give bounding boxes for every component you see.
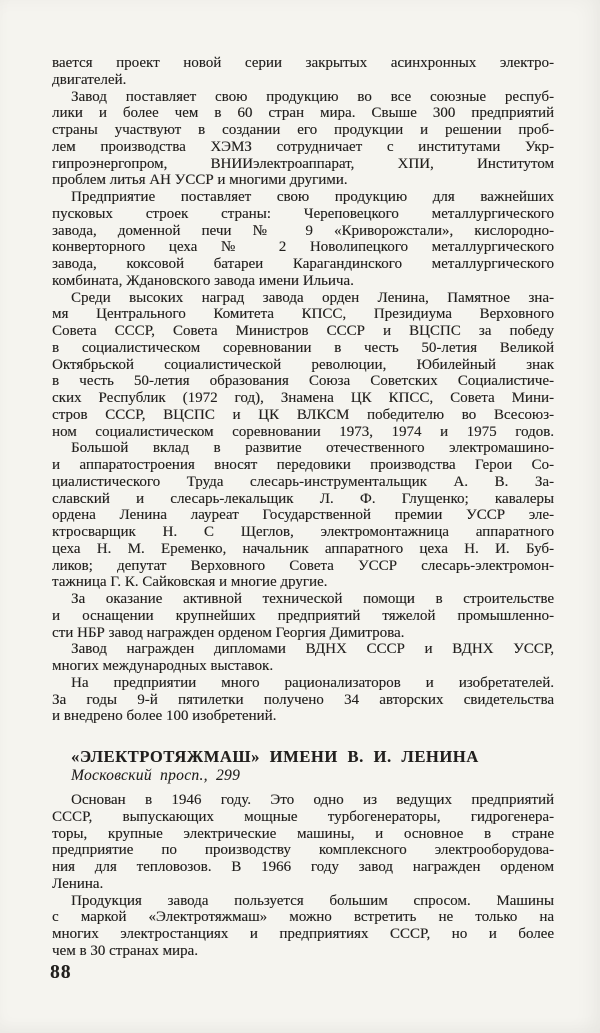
text-line: двигателей. xyxy=(52,71,127,88)
text-line: стров СССР, ВЦСПС и ЦК ВЛКСМ победителю во Всесоюз- xyxy=(52,406,554,423)
paragraph xyxy=(52,290,554,441)
text-line: ликов; депутат Верховного Совета УССР слесарь-электромон- xyxy=(52,557,554,574)
text-line: Среди высоких наград завода орден Ленина, Памятное зна- xyxy=(71,289,554,306)
paragraph xyxy=(52,55,554,89)
text-line: ордена Ленина лауреат Государственной премии УССР эле- xyxy=(52,507,554,524)
text-line: За оказание активной технической помощи в строительстве xyxy=(71,591,554,607)
text-line: многих международных выставок. xyxy=(52,658,274,674)
paragraph xyxy=(52,792,554,893)
paragraph xyxy=(52,893,554,960)
paragraph xyxy=(52,89,554,190)
section-heading: «ЭЛЕКТРОТЯЖМАШ» ИМЕНИ В. И. ЛЕНИНА xyxy=(71,747,479,766)
text-line: торы, крупные электрические машины, и основное в стране xyxy=(52,825,554,842)
paragraph xyxy=(52,189,554,290)
text-line: гипроэнергопром, ВНИИэлектроаппарат, ХПИ, Институтом xyxy=(52,155,554,172)
paragraph xyxy=(52,675,554,725)
text-line: цеха Н. М. Еременко, начальник аппаратного цеха Н. И. Буб- xyxy=(52,540,554,557)
text-line: Ленина. xyxy=(52,875,104,892)
text-line: На предприятии много рационализаторов и изобретателей. xyxy=(71,674,554,691)
paragraph xyxy=(52,440,554,591)
text-line: лики и более чем в 60 стран мира. Свыше 300 предприятий xyxy=(52,105,554,122)
text-line: комбината, Ждановского завода имени Ильича. xyxy=(52,272,354,289)
paragraph xyxy=(52,641,554,675)
text-line: Завод поставляет свою продукцию во все союзные респуб- xyxy=(71,88,554,105)
text-line: и внедрено более 100 изобретений. xyxy=(52,708,277,725)
text-line: ктросварщик Н. С Щеглов, электромонтажница аппаратного xyxy=(52,524,554,540)
text-line: Основан в 1946 году. Это одно из ведущих предприятий xyxy=(71,792,554,808)
text-line: Октябрьской социалистической революции, Юбилейный знак xyxy=(52,356,554,373)
paragraph xyxy=(52,591,554,641)
text-line: в честь 50-летия образования Союза Советских Социалистиче- xyxy=(52,373,554,390)
text-line: СССР, выпускающих мощные турбогенераторы, гидрогенера- xyxy=(52,808,554,825)
section-address: Московский просп., 299 xyxy=(71,767,241,784)
text-line: вается проект новой серии закрытых асинхронных электро- xyxy=(52,55,554,71)
text-line: сти НБР завод награжден орденом Георгия Димитрова. xyxy=(52,624,405,641)
text-line: с маркой «Электротяжмаш» можно встретить не только на xyxy=(52,909,554,926)
text-line: тажница Г. К. Сайковская и многие другие. xyxy=(52,574,328,591)
text-line: лем производства ХЭМЗ сотрудничает с институтами Укр- xyxy=(52,138,554,155)
text-line: циалистического Труда слесарь-инструментальщик А. В. За- xyxy=(52,473,554,490)
text-line: предприятие по производству комплексного электрооборудова- xyxy=(52,842,554,859)
text-column xyxy=(52,55,554,960)
text-line: Завод награжден дипломами ВДНХ СССР и ВДНХ УССР, xyxy=(71,641,554,658)
text-line: завода, коксовой батареи Карагандинского металлургического xyxy=(52,256,554,272)
text-line: завода, доменной печи № 9 «Криворожстали», кислородно- xyxy=(52,222,554,239)
text-line: чем в 30 странах мира. xyxy=(52,942,198,959)
text-line: ния для тепловозов. В 1966 году завод награжден орденом xyxy=(52,859,554,875)
text-line: в социалистическом соревновании в честь 50-летия Великой xyxy=(52,339,554,356)
text-line: и аппаратостроения вносят передовики производства Герои Со- xyxy=(52,457,554,473)
text-line: проблем литья АН УССР и многими другими. xyxy=(52,172,348,189)
text-line: мя Центрального Комитета КПСС, Президиума Верховного xyxy=(52,306,554,323)
text-line: Большой вклад в развитие отечественного электромашино- xyxy=(71,440,554,457)
page-number: 88 xyxy=(50,962,72,983)
text-line: страны участвуют в создании его продукции и решении проб- xyxy=(52,122,554,138)
text-line: многих электростанциях и предприятиях СССР, но и более xyxy=(52,926,554,942)
text-line: Предприятие поставляет свою продукцию для важнейших xyxy=(71,189,554,205)
text-line: и оснащении крупнейших предприятий тяжелой промышленно- xyxy=(52,607,554,624)
text-line: ном социалистическом соревновании 1973, 1974 и 1975 годов. xyxy=(52,423,554,440)
text-line: ских Республик (1972 год), Знамена ЦК КПСС, Совета Мини- xyxy=(52,390,554,406)
text-line: Продукция завода пользуется большим спросом. Машины xyxy=(71,892,554,909)
text-line: конверторного цеха № 2 Новолипецкого металлургического xyxy=(52,239,554,256)
text-line: пусковых строек страны: Череповецкого металлургического xyxy=(52,205,554,222)
text-line: За годы 9-й пятилетки получено 34 авторских свидетельства xyxy=(52,691,554,708)
text-line: славский и слесарь-лекальщик Л. Ф. Глущенко; кавалеры xyxy=(52,490,554,507)
text-line: Совета СССР, Совета Министров СССР и ВЦСПС за победу xyxy=(52,323,554,339)
